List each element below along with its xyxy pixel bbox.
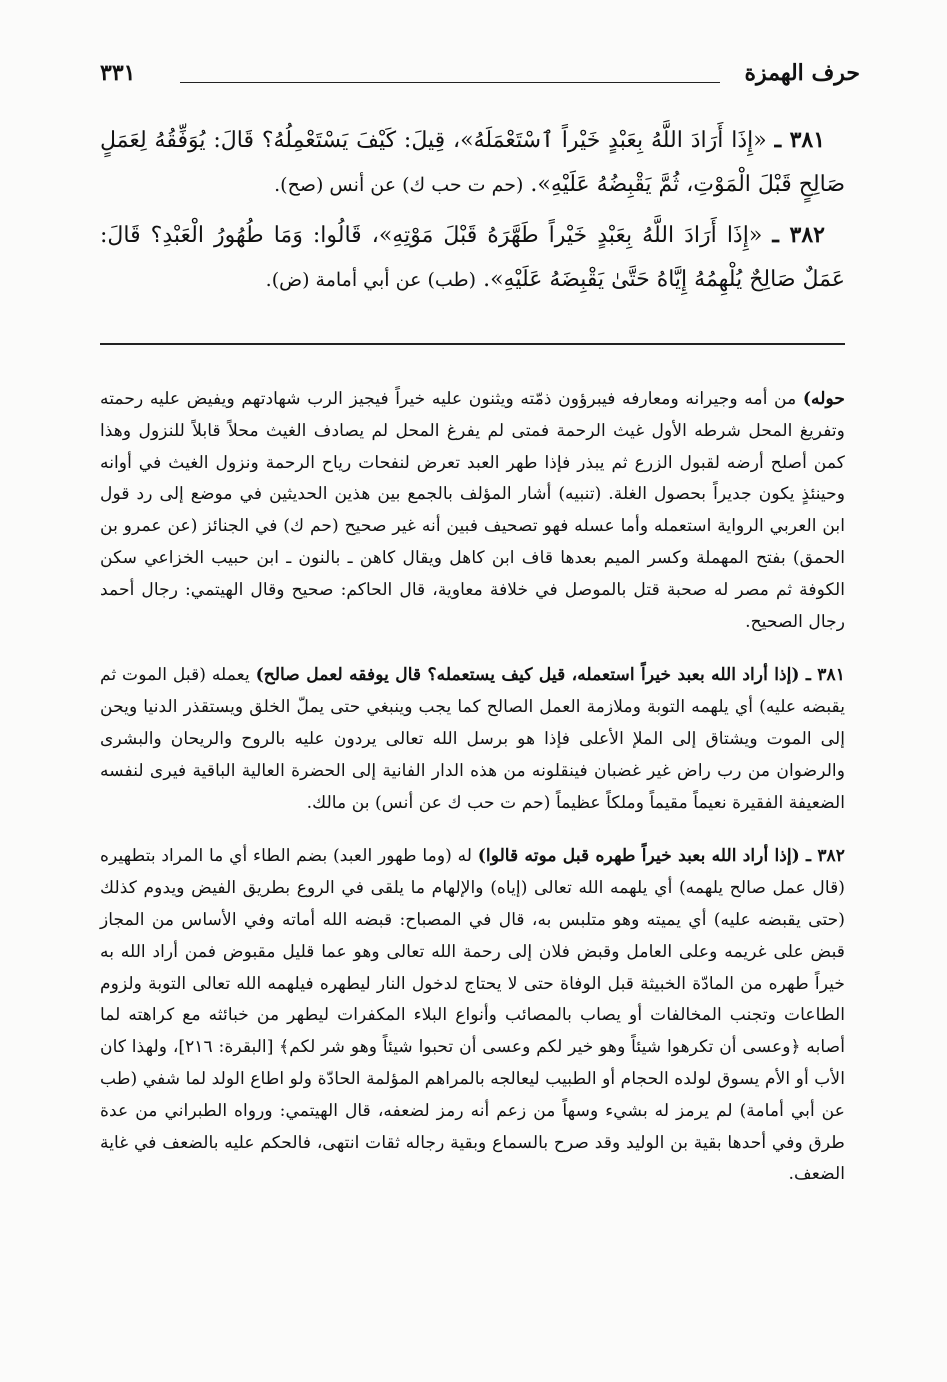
page-number: ٣٣١ — [100, 60, 136, 86]
hadith-body: «إِذَا أَرَادَ اللَّهُ بِعَبْدٍ خَيْراً ٱسْتَعْمَلَهُ»، قِيلَ: كَيْفَ يَسْتَعْمِلُهُ؟ قَالَ: يُوَفِّقُهُ لِعَمَلٍ صَالِحٍ قَبْلَ الْمَوْتِ، ثُمَّ يَقْبِضُهُ عَلَيْهِ». — [100, 128, 845, 197]
hadith-text-section — [100, 118, 845, 308]
commentary-lead: حوله) — [802, 389, 846, 409]
header-rule — [180, 82, 720, 83]
hadith-381 — [100, 118, 845, 207]
commentary-body: له (وما طهور العبد) بضم الطاء أي ما المراد بتطهيره (قال عمل صالح يلهمه) أي يلهمه الله تعالى (إياه) والإلهام ما يلقى في الروع بطريق الفيض ويدوم كذلك (حتى يقبضه عليه) أي يميته وهو متلبس به، قال في المصباح: قبضه الله أماته وفي الأساس من المجاز قبض على غريمه وعلى العامل وقبض فلان إلى رحمة الله تعالى وهو عما قليل مقبوض فمن أراد الله به خيراً طهره من المادّة الخبيثة قبل الوفاة حتى لا يحتاج لدخول النار ليطهره فيلهمه الله تعالى التوبة ولزوم الطاعات وتجنب المخالفات أو يصاب بالمصائب وأنواع البلاء المكفرات ليطهر من خبائثه مع كراهته لما أصابه ﴿وعسى أن تكرهوا شيئاً وهو خير لكم وعسى أن تحبوا شيئاً وهو شر لكم﴾ [البقرة: ٢١٦]، ولهذا كان الأب أو الأم يسوق لولده الحجام أو الطبيب ليعالجه بالمراهم المؤلمة الحادّة ولو اطاع الولد لما شفي (طب عن أبي أمامة) لم يرمز له بشيء وسهاً من زعم أنه رمز لضعفه، قال الهيتمي: ورواه الطبراني من عدة طرق وفي أحدها بقية بن الوليد وقد صرح بالسماع وبقية رجاله ثقات انتهى، فالحكم عليه بالضعف في غاية الضعف. — [100, 846, 845, 1185]
commentary-body: يعمله (قبل الموت ثم يقبضه عليه) أي يلهمه التوبة وملازمة العمل الصالح كما يجب وينبغي حتى يملّ الخلق ويستقذر الدنيا ويحن إلى الموت ويشتاق إلى الملإ الأعلى فإذا هو برسل الله تعالى يردون عليه بالروح والريحان والبشرى والرضوان من رب راض غير غضبان فينقلونه من هذه الدار الفانية إلى الحضرة العالية الباقية فيرى لنفسه الضعيفة الفقيرة نعيماً مقيماً وملكاً عظيماً (حم ت حب ك عن أنس) بن مالك. — [100, 665, 845, 813]
commentary-lead: ٣٨٢ ـ (إذا أراد الله بعبد خيراً طهره قبل موته قالوا) — [477, 846, 846, 867]
hadith-382 — [100, 213, 845, 302]
hadith-source: (حم ت حب ك) عن أنس (صح). — [274, 174, 524, 196]
commentary-paragraph — [100, 660, 845, 819]
hadith-number: ٣٨٢ ـ — [772, 222, 825, 248]
commentary-lead: ٣٨١ ـ (إذا أراد الله بعبد خيراً استعمله، قيل كيف يستعمله؟ قال يوفقه لعمل صالح) — [255, 665, 845, 686]
section-divider — [100, 343, 845, 345]
commentary-body: من أمه وجيرانه ومعارفه فيبرؤون ذمّته ويثنون عليه خيراً فيجيز الرب شهادتهم ويفيض عليه رحمته وتفريغ المحل شرطه الأول غيث الرحمة فمتى لم يفرغ المحل لم يصادف الغيث محلاً قابلاً للنزول وهذا كمن أصلح أرضه لقبول الزرع ثم يبذر فإذا طهر العبد تعرض لنفحات رياح الرحمة ونزول الغيث في أوانه وحينئذٍ يكون جديراً بحصول الغلة. (تنبيه) أشار المؤلف بالجمع بين هذين الحديثين في موضع إلى رد قول ابن العربي الرواية استعمله وأما عسله فهو تصحيف فبين أنه غير صحيح (حم ك) في الجنائز (عن عمرو بن الحمق) بفتح المهملة وكسر الميم بعدها قاف ابن كاهل ويقال كاهن ـ بالنون ـ ابن حبيب الخزاعي سكن الكوفة ثم مصر له صحبة قتل بالموصل في خلافة معاوية، قال الحاكم: صحيح وقال الهيتمي: رجال أحمد رجال الصحيح. — [100, 389, 845, 632]
commentary-paragraph — [100, 841, 845, 1191]
hadith-body: «إِذَا أَرَادَ اللَّهُ بِعَبْدٍ خَيْراً طَهَّرَهُ قَبْلَ مَوْتِهِ»، قَالُوا: وَمَا طُهُورُ الْعَبْدِ؟ قَالَ: عَمَلٌ صَالِحٌ يُلْهِمُهُ إِيَّاهُ حَتَّىٰ يَقْبِضَهُ عَلَيْهِ». — [100, 223, 845, 292]
page-header — [100, 60, 860, 100]
chapter-title: حرف الهمزة — [744, 60, 860, 86]
hadith-number: ٣٨١ ـ — [774, 127, 826, 153]
hadith-source: (طب) عن أبي أمامة (ض). — [265, 269, 477, 291]
commentary-paragraph — [100, 384, 845, 638]
commentary-section — [100, 384, 845, 1213]
